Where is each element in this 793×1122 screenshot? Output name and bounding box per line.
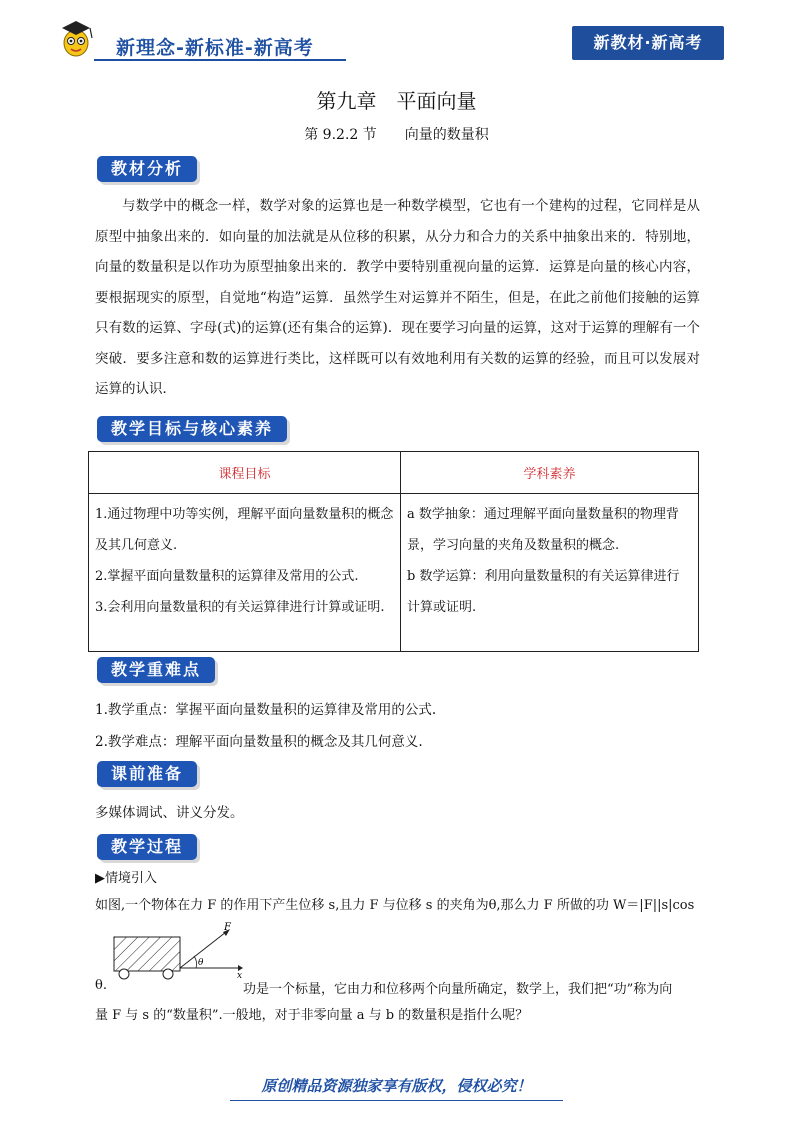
section-heading-prep: 课前准备 [97,761,197,787]
process-line-1: 如图,一个物体在力 F 的作用下产生位移 s,且力 F 与位移 s 的夹角为θ,那么力 F 所做的功 W＝|F||s|cos [95,898,695,913]
goals-header-course: 课程目标 [89,452,401,494]
process-line-2a: θ. [95,978,107,993]
angle-label: θ [198,958,204,968]
goal-item: 1.通过物理中功等实例，理解平面向量数量积的概念及其几何意义. [95,507,394,553]
header-tag: 新教材·新高考 [572,26,724,60]
wheel-shape [163,969,173,979]
section-heading-process: 教学过程 [97,834,197,860]
literacy-item: b 数学运算：利用向量数量积的有关运算律进行计算或证明. [407,569,680,615]
wheel-shape [119,969,129,979]
keypoint-item: 2.教学难点：理解平面向量数量积的概念及其几何意义. [95,734,423,750]
goals-table [88,451,699,652]
analysis-paragraph: 与数学中的概念一样，数学对象的运算也是一种数学模型，它也有一个建构的过程，它同样是从原型中抽象出来的．如向量的加法就是从位移的积累，从分力和合力的关系中抽象出来的．特别地，向量的数量积是以作功为原型抽象出来的．教学中要特别重视向量的运算．运算是向量的核心内容，要根据现实的原型，自觉地“构造”运算．虽然学生对运算并不陌生，但是，在此之前他们接触的运算只有数的运算、字母(式)的运算(还有集合的运算)．现在要学习向量的运算，这对于运算的理解有一个突破．要多注意和数的运算进行类比，这样既可以有效地利用有关数的运算的经验，而且可以发展对运算的认识． [95,198,700,397]
goals-header-literacy: 学科素养 [401,452,699,494]
section-heading-goals: 教学目标与核心素养 [97,416,287,442]
process-line-2b: 功是一个标量，它由力和位移两个向量所确定，数学上，我们把“功”称为向 [243,982,673,997]
goal-item: 3.会利用向量数量积的有关运算律进行计算或证明. [95,600,385,615]
keypoint-item: 1.教学重点：掌握平面向量数量积的运算律及常用的公式. [95,702,437,718]
axis-label: x [237,971,243,980]
block-shape [114,937,180,971]
section-heading-analysis: 教材分析 [97,156,197,182]
goals-course-cell [89,494,401,652]
prep-text: 多媒体调试、讲义分发。 [95,805,244,821]
goal-item: 2.掌握平面向量数量积的运算律及常用的公式. [95,569,359,584]
process-line-3: 量 F 与 s 的“数量积”.一般地，对于非零向量 a 与 b 的数量积是指什么呢？ [95,1008,529,1023]
goals-literacy-cell [401,494,699,652]
mascot-logo-icon [54,16,98,64]
brand-slogan: 新理念-新标准-新高考 [116,37,314,59]
force-diagram [100,918,245,984]
copyright-notice: 原创精品资源独家享有版权，侵权必究！ [261,1077,532,1095]
literacy-item: a 数学抽象：通过理解平面向量数量积的物理背景，学习向量的夹角及数量积的概念. [407,507,679,553]
scenario-subheading: ▶情境引入 [95,871,157,886]
section-heading-keypoints: 教学重难点 [97,657,215,683]
force-label: F [224,922,231,933]
section-title: 第 9.2.2 节 向量的数量积 [304,127,489,143]
chapter-title: 第九章 平面向量 [316,89,477,113]
